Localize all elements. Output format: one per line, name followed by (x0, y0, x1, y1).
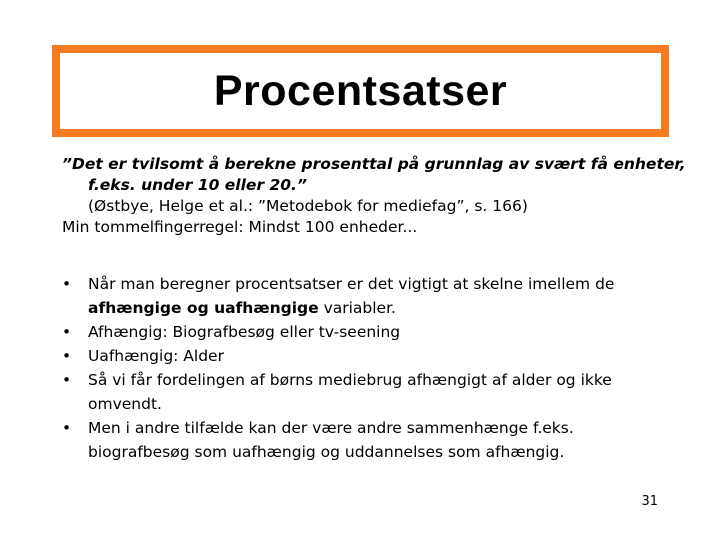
bullet-item (62, 320, 672, 344)
bullet-text: Så vi får fordelingen af børns mediebrug afhængigt af alder og ikke omvendt. (88, 371, 612, 413)
bullet-icon (62, 344, 88, 368)
bullet-text: Når man beregner procentsatser er det vigtigt at skelne imellem de (88, 275, 615, 293)
bullet-icon (62, 368, 88, 392)
slide-title: Procentsatser (213, 66, 508, 115)
bullet-text: Uafhængig: Alder (88, 347, 224, 365)
bullet-text: Afhængig: Biografbesøg eller tv-seening (88, 323, 401, 341)
bullet-item (62, 416, 672, 464)
quote-citation: (Østbye, Helge et al.: ”Metodebok for mediefag”, s. 166) (88, 197, 528, 215)
bullet-text: variabler. (318, 299, 396, 317)
bullet-item (62, 368, 672, 416)
rule-of-thumb: Min tommelfingerregel: Mindst 100 enheder... (62, 218, 418, 236)
bullet-icon (62, 320, 88, 344)
title-box (52, 45, 669, 137)
bullet-icon (62, 416, 88, 440)
bullet-bold-text: afhængige og uafhængige (88, 299, 319, 317)
bullet-item (62, 344, 672, 368)
bullet-list (62, 272, 672, 464)
quote-block (62, 154, 692, 238)
bullet-text: Men i andre tilfælde kan der være andre sammenhænge f.eks. biografbesøg som uafhængig og uddannelses som afhængig. (88, 419, 574, 461)
bullet-item (62, 272, 672, 320)
bullet-icon (62, 272, 88, 296)
page-number: 31 (641, 494, 658, 509)
quote-text: ”Det er tvilsomt å berekne prosenttal på grunnlag av svært få enheter, f.eks. under 10 eller 20.” (62, 155, 686, 194)
